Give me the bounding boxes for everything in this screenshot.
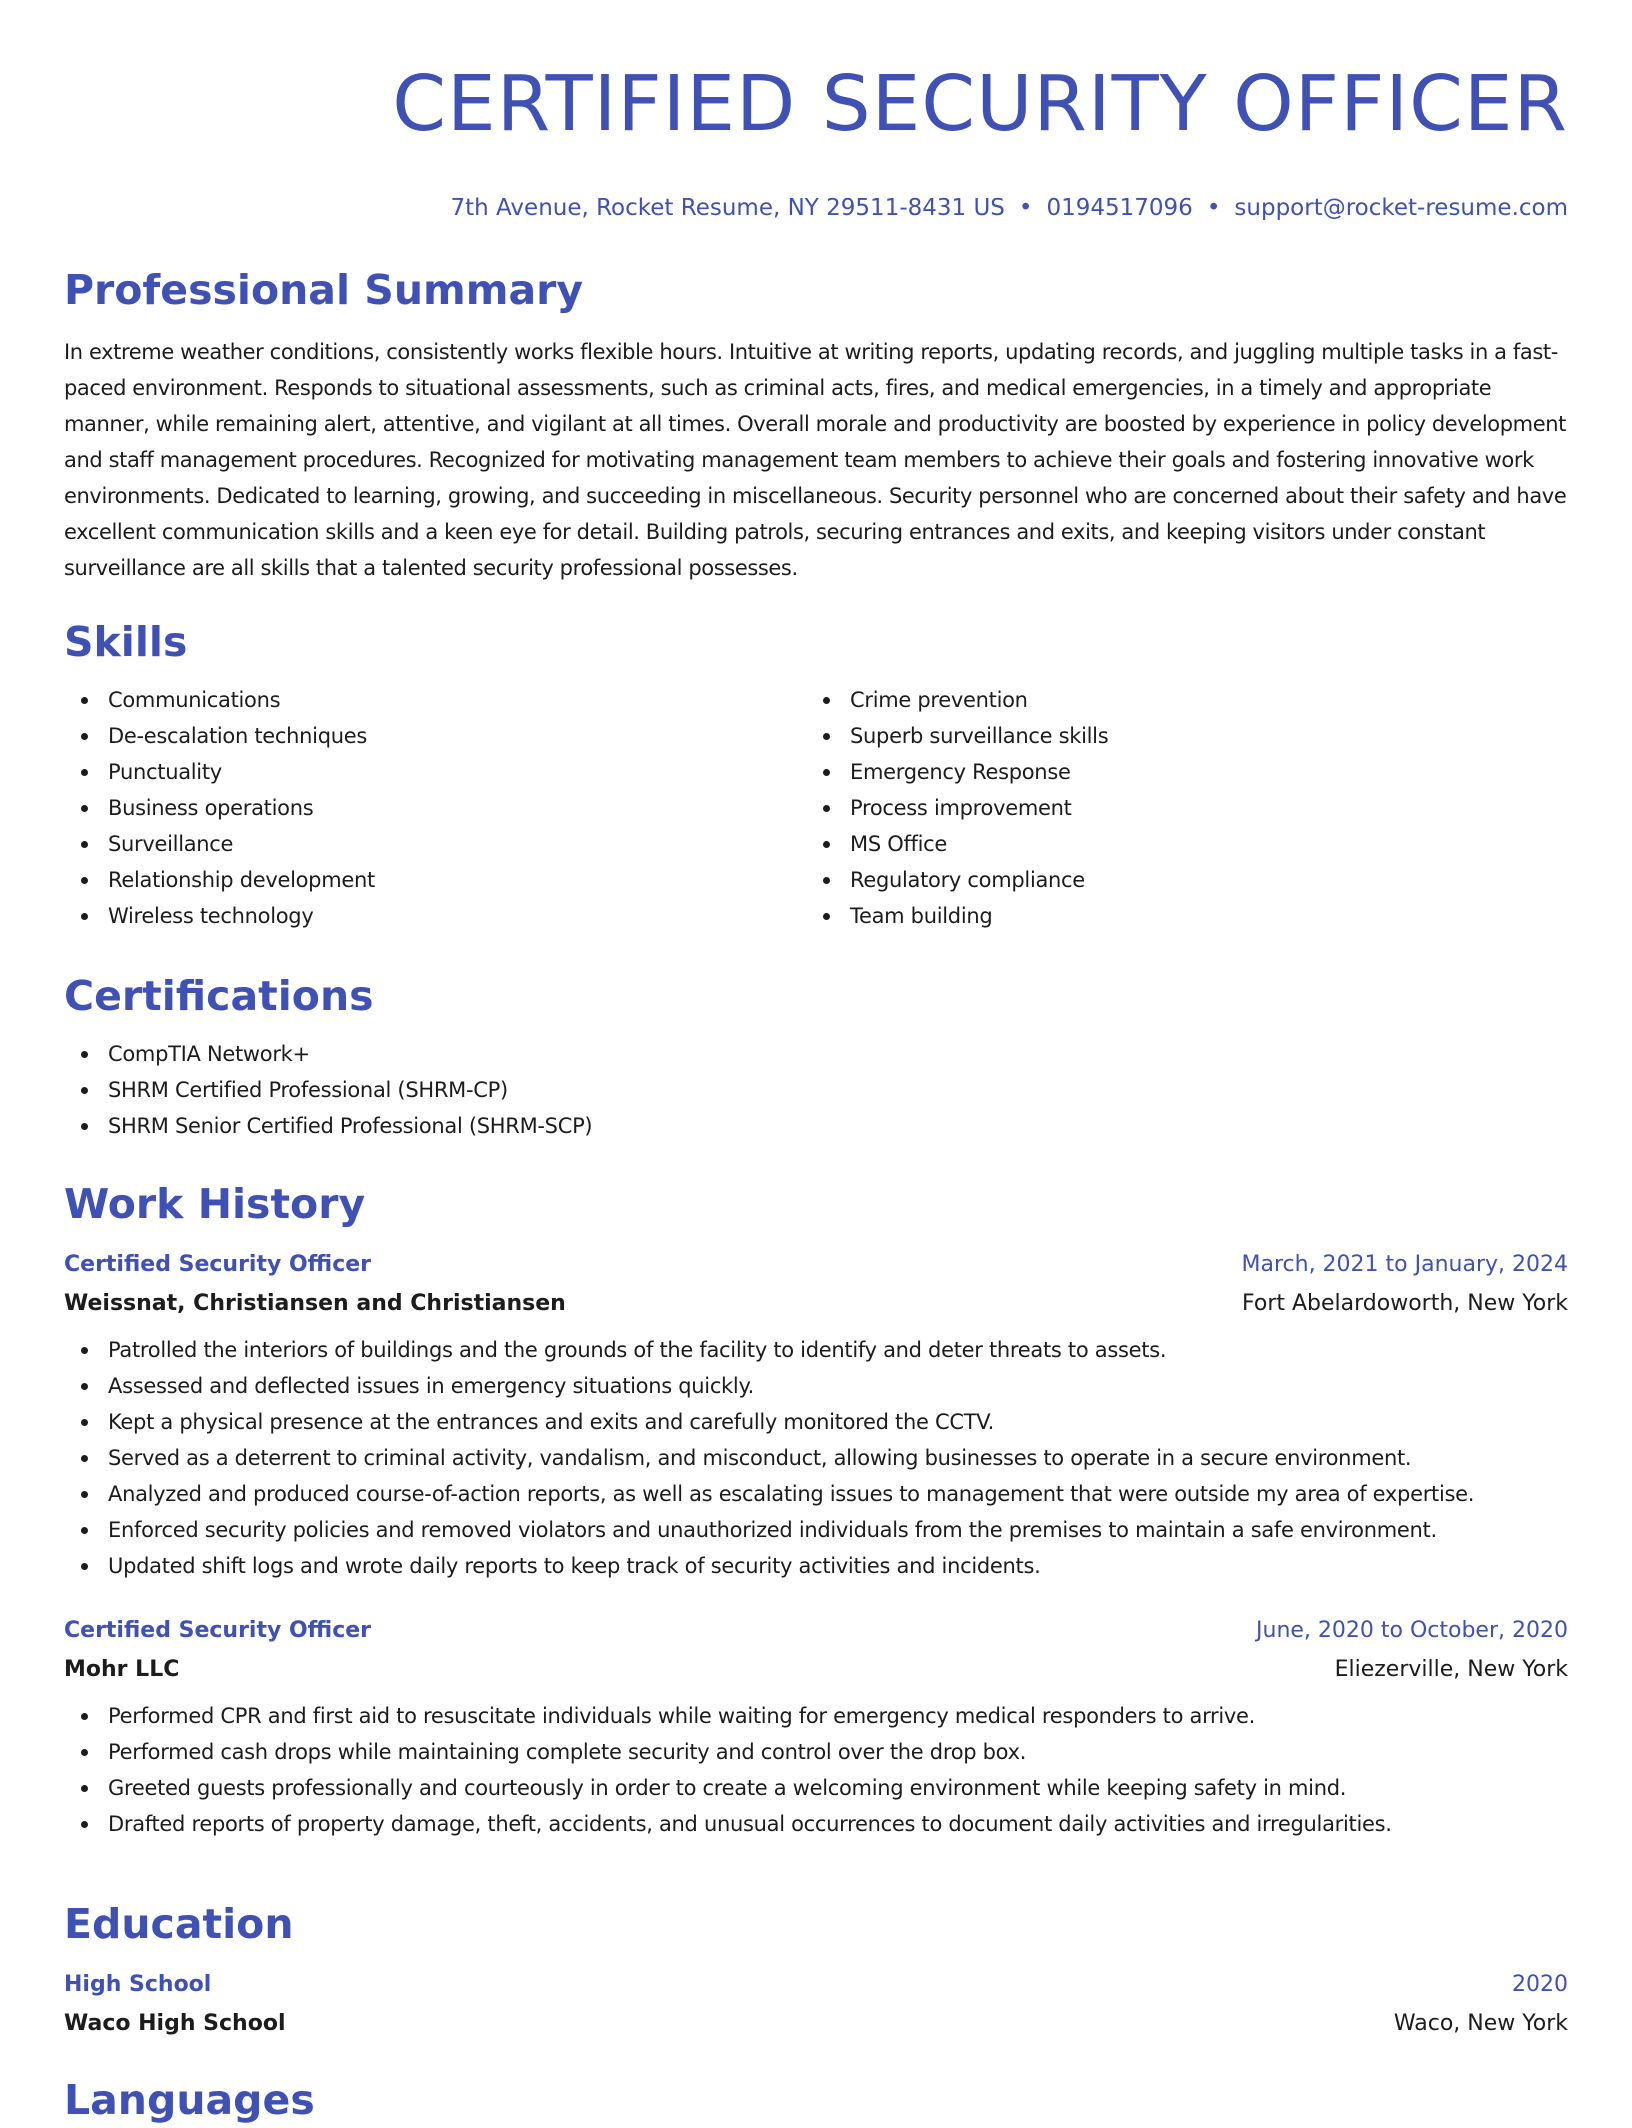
resume-header [392,55,1568,221]
job-duty: Enforced security policies and removed violators and unauthorized individuals from the premises to maintain a safe environment. [64,1512,1568,1548]
education-location: Waco, New York [1393,2011,1568,2036]
job-dates: March, 2021 to January, 2024 [1241,1252,1568,1277]
section-title-certifications: Certifications [64,972,374,1020]
job-header-row [64,1246,1568,1284]
job-duty: Performed CPR and first aid to resuscitate individuals while waiting for emergency medical responders to arrive. [64,1698,1568,1734]
job-duty: Assessed and deflected issues in emergency situations quickly. [64,1368,1568,1404]
skill-item: Business operations [64,790,806,826]
skill-item: Surveillance [64,826,806,862]
education-degree: High School [64,1972,212,1997]
job-duty: Updated shift logs and wrote daily reports to keep track of security activities and incidents. [64,1548,1568,1584]
skill-item: Regulatory compliance [806,862,1548,898]
job-duty: Kept a physical presence at the entrances and exits and carefully monitored the CCTV. [64,1404,1568,1440]
skill-item: Wireless technology [64,898,806,934]
skill-item: Emergency Response [806,754,1548,790]
candidate-title: CERTIFIED SECURITY OFFICER [392,60,1568,149]
skill-item: MS Office [806,826,1548,862]
job-title: Certified Security Officer [64,1618,372,1643]
skills-list-left [64,682,806,934]
job-duty: Patrolled the interiors of buildings and the grounds of the facility to identify and deter threats to assets. [64,1332,1568,1368]
job-header-row [64,1612,1568,1650]
job-duties-list [64,1332,1568,1584]
education-header-row [64,1966,1568,2004]
skills-columns [64,670,1568,934]
skill-item: Process improvement [806,790,1548,826]
contact-separator: • [1018,195,1033,221]
education-year: 2020 [1512,1972,1568,1997]
skill-item: Crime prevention [806,682,1548,718]
job-location: Fort Abelardoworth, New York [1241,1291,1568,1316]
certification-item: SHRM Certified Professional (SHRM-CP) [64,1072,1568,1108]
summary-section [64,262,1568,586]
skills-section [64,614,1568,934]
skills-list-right [806,682,1548,934]
job-duties-list [64,1698,1568,1842]
contact-address: 7th Avenue, Rocket Resume, NY 29511-8431 US [450,195,1005,221]
job-entry [64,1612,1568,1842]
summary-text: In extreme weather conditions, consistently works flexible hours. Intuitive at writing reports, updating records, and juggling multiple tasks in a fast-paced environment. Responds to situational assessments, such as criminal acts, fires, and medical emergencies, in a timely and appropriate manner, while remaining alert, attentive, and vigilant at all times. Overall morale and productivity are boosted by experience in policy development and staff management procedures. Recognized for motivating management team members to achieve their goals and fostering innovative work environments. Dedicated to learning, growing, and succeeding in miscellaneous. Security personnel who are concerned about their safety and have excellent communication skills and a keen eye for detail. Building patrols, securing entrances and exits, and keeping visitors under constant surveillance are all skills that a talented security professional possesses. [64,340,1567,580]
skill-item: Relationship development [64,862,806,898]
job-duty: Analyzed and produced course-of-action reports, as well as escalating issues to management that were outside my area of expertise. [64,1476,1568,1512]
job-employer-row [64,1650,1568,1690]
certification-item: CompTIA Network+ [64,1036,1568,1072]
section-title-summary: Professional Summary [64,266,584,314]
skill-item: Communications [64,682,806,718]
education-school: Waco High School [64,2011,286,2036]
section-title-work-history: Work History [64,1180,366,1228]
contact-email[interactable]: support@rocket-resume.com [1234,195,1568,221]
section-title-languages: Languages [64,2076,315,2124]
education-school-row [64,2004,1568,2044]
section-title-education: Education [64,1900,294,1948]
section-title-skills: Skills [64,618,188,666]
certifications-section [64,968,1568,1144]
job-duty: Greeted guests professionally and courteously in order to create a welcoming environment while keeping safety in mind. [64,1770,1568,1806]
skill-item: De-escalation techniques [64,718,806,754]
languages-section [64,2072,1568,2128]
job-employer: Weissnat, Christiansen and Christiansen [64,1291,566,1316]
certifications-list [64,1036,1568,1144]
education-section [64,1896,1568,2044]
certification-item: SHRM Senior Certified Professional (SHRM-SCP) [64,1108,1568,1144]
contact-phone: 0194517096 [1046,195,1193,221]
work-history-section [64,1176,1568,1842]
job-title: Certified Security Officer [64,1252,372,1277]
job-entry [64,1246,1568,1584]
job-duty: Performed cash drops while maintaining complete security and control over the drop box. [64,1734,1568,1770]
job-location: Eliezerville, New York [1334,1657,1568,1682]
skill-item: Superb surveillance skills [806,718,1548,754]
job-duty: Served as a deterrent to criminal activity, vandalism, and misconduct, allowing businesses to operate in a secure environment. [64,1440,1568,1476]
skill-item: Team building [806,898,1548,934]
job-dates: June, 2020 to October, 2020 [1256,1618,1568,1643]
job-employer: Mohr LLC [64,1657,180,1682]
job-duty: Drafted reports of property damage, theft, accidents, and unusual occurrences to document daily activities and irregularities. [64,1806,1568,1842]
contact-line [392,195,1568,221]
skill-item: Punctuality [64,754,806,790]
job-employer-row [64,1284,1568,1324]
contact-separator: • [1206,195,1221,221]
